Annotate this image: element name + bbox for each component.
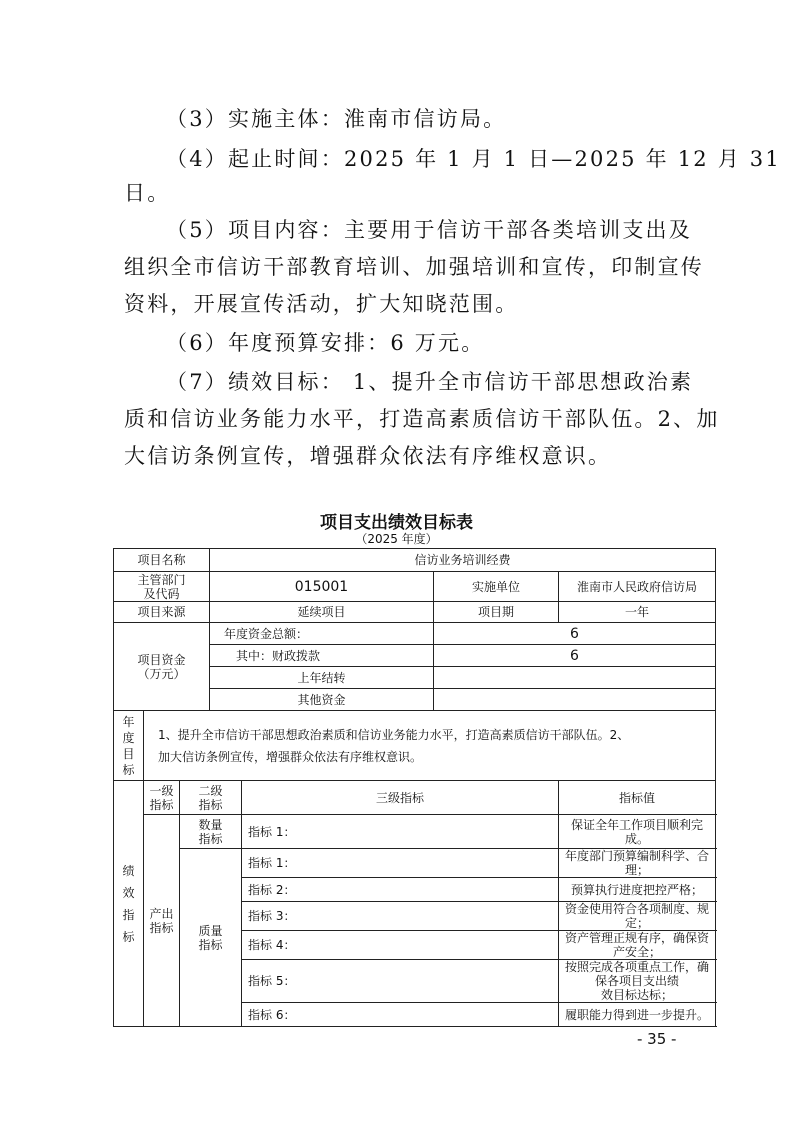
output-indicator-line2: 指标	[149, 920, 174, 935]
quality-row-5-value-line1: 按照完成各项重点工作，确保各项目支出绩	[565, 960, 710, 988]
annual-goal-char-2: 度	[122, 730, 135, 745]
quality-row-2-value: 预算执行进度把控严格；	[559, 878, 716, 902]
project-name-value: 信访业务培训经费	[210, 549, 716, 572]
header-level1	[144, 781, 180, 815]
performance-goal-table	[113, 548, 716, 1027]
annual-goal-text-line1: 1、提升全市信访干部思想政治素质和信访业务能力水平，打造高素质信访干部队伍。2、	[158, 727, 630, 742]
perf-char-3: 指	[122, 907, 135, 922]
paragraph-time-range: （4）起止时间：2025 年 1 月 1 日—2025 年 12 月 31	[166, 147, 781, 171]
dept-label	[114, 572, 210, 602]
quality-row-5-value-line2: 效目标达标；	[601, 988, 674, 1002]
paragraph-goals: （7）绩效目标： 1、提升全市信访干部思想政治素	[166, 370, 694, 394]
quality-row-2-name: 指标 2：	[242, 878, 559, 902]
header-level2-line1: 二级	[198, 783, 223, 798]
funds-carryover-value	[434, 667, 716, 689]
funds-total-value: 6	[434, 623, 716, 645]
quality-row-6-value: 履职能力得到进一步提升。	[559, 1003, 716, 1027]
paragraph-content-cont-1: 组织全市信访干部教育培训、加强培训和宣传，印制宣传	[124, 255, 704, 279]
quality-row-5-value	[559, 960, 716, 1003]
funds-carryover-label: 上年结转	[210, 667, 434, 689]
funds-other-label: 其他资金	[210, 689, 434, 711]
annual-goal-char-4: 标	[122, 762, 135, 777]
period-value: 一年	[559, 602, 716, 623]
header-level3: 三级指标	[242, 781, 559, 815]
perf-char-2: 效	[122, 885, 135, 900]
paragraph-content: （5）项目内容：主要用于信访干部各类培训支出及	[166, 218, 692, 242]
quality-row-3-value: 资金使用符合各项制度、规定；	[559, 902, 716, 931]
output-indicator-line1: 产出	[149, 906, 174, 921]
quality-indicator-line2: 指标	[198, 937, 223, 952]
quantity-indicator-line2: 指标	[198, 831, 223, 846]
source-value: 延续项目	[210, 602, 434, 623]
annual-goal-text-line2: 加大信访条例宣传，增强群众依法有序维权意识。	[158, 749, 423, 764]
paragraph-goals-cont-2: 大信访条例宣传，增强群众依法有序维权意识。	[124, 444, 612, 468]
quality-indicator	[180, 849, 242, 1027]
perf-indicator-label	[114, 781, 144, 1027]
annual-goal-text	[144, 711, 716, 781]
quality-row-4-name: 指标 4：	[242, 931, 559, 960]
paragraph-content-cont-2: 资料，开展宣传活动，扩大知晓范围。	[124, 292, 519, 316]
project-name-label: 项目名称	[114, 549, 210, 572]
dept-label-line1: 主管部门	[137, 572, 186, 587]
funds-fiscal-value: 6	[434, 645, 716, 667]
table-year: （2025 年度）	[355, 532, 438, 546]
funds-fiscal-label: 其中：财政拨款	[210, 645, 434, 667]
quality-row-3-name: 指标 3：	[242, 902, 559, 931]
annual-goal-char-1: 年	[122, 714, 135, 729]
page-number: - 35 -	[637, 1030, 677, 1048]
funds-label-line2: （万元）	[137, 666, 186, 681]
dept-label-line2: 及代码	[143, 586, 180, 601]
output-indicator	[144, 815, 180, 1027]
annual-goal-char-3: 目	[122, 746, 135, 761]
quantity-row-1-name: 指标 1：	[242, 815, 559, 849]
quality-row-1-value: 年度部门预算编制科学、合理；	[559, 849, 716, 878]
funds-total-label: 年度资金总额：	[210, 623, 434, 645]
header-value: 指标值	[559, 781, 716, 815]
table-title: 项目支出绩效目标表	[320, 513, 473, 533]
header-level1-line1: 一级	[149, 783, 174, 798]
header-level2-line2: 指标	[198, 797, 223, 812]
quantity-indicator	[180, 815, 242, 849]
funds-other-value	[434, 689, 716, 711]
quality-indicator-line1: 质量	[198, 923, 223, 938]
quality-row-1-name: 指标 1：	[242, 849, 559, 878]
quality-row-4-value: 资产管理正规有序，确保资产安全；	[559, 931, 716, 960]
quality-row-6-name: 指标 6：	[242, 1003, 559, 1027]
funds-label	[114, 623, 210, 711]
funds-label-line1: 项目资金	[137, 652, 186, 667]
header-level1-line2: 指标	[149, 797, 174, 812]
paragraph-goals-cont-1: 质和信访业务能力水平，打造高素质信访干部队伍。2、加	[124, 407, 720, 431]
perf-char-1: 绩	[122, 863, 135, 878]
quantity-indicator-line1: 数量	[198, 817, 223, 832]
period-label: 项目期	[434, 602, 559, 623]
paragraph-budget: （6）年度预算安排：6 万元。	[166, 331, 485, 355]
header-level2	[180, 781, 242, 815]
source-label: 项目来源	[114, 602, 210, 623]
annual-goal-label	[114, 711, 144, 781]
impl-unit-label: 实施单位	[434, 572, 559, 602]
perf-char-4: 标	[122, 929, 135, 944]
quantity-row-1-value: 保证全年工作项目顺利完成。	[559, 815, 716, 849]
paragraph-implementer: （3）实施主体：淮南市信访局。	[166, 107, 507, 131]
quality-row-5-name: 指标 5：	[242, 960, 559, 1003]
impl-unit-value: 淮南市人民政府信访局	[559, 572, 716, 602]
paragraph-time-range-cont: 日。	[124, 181, 171, 205]
dept-code: 015001	[210, 572, 434, 602]
